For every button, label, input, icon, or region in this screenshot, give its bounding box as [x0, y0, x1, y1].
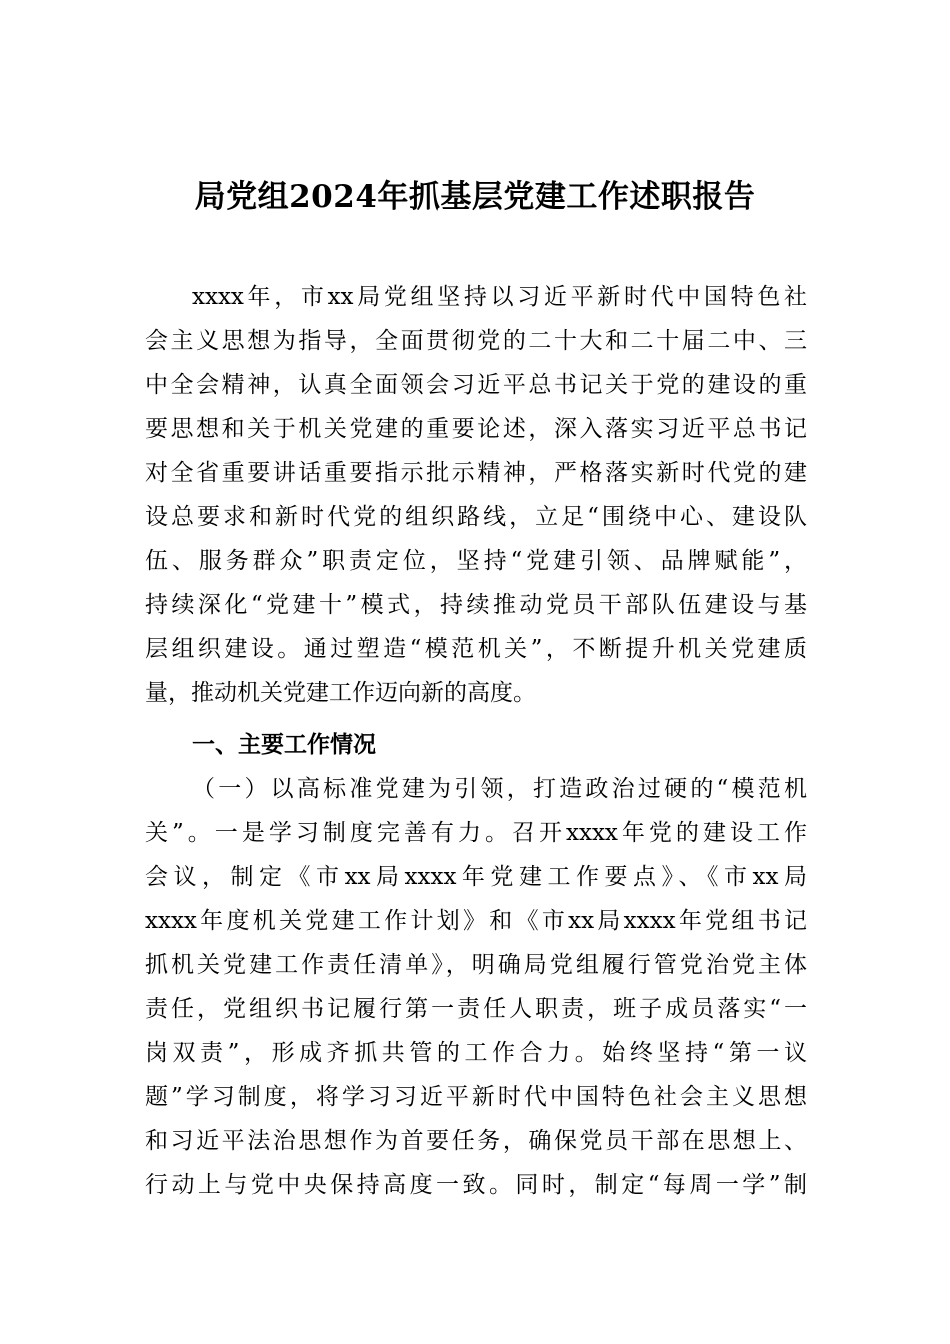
paragraph-line: 设总要求和新时代党的组织路线，立足“围绕中心、建设队 — [145, 504, 807, 530]
paragraph-line: 关”。一是学习制度完善有力。召开xxxx年党的建设工作 — [145, 820, 807, 846]
paragraph-line: 持续深化“党建十”模式，持续推动党员干部队伍建设与基 — [145, 592, 807, 618]
paragraph-line: 抓机关党建工作责任清单》，明确局党组履行管党治党主体 — [145, 952, 807, 978]
paragraph-line: 岗双责”，形成齐抓共管的工作合力。始终坚持“第一议 — [145, 1040, 807, 1066]
paragraph-line: （一）以高标准党建为引领，打造政治过硬的“模范机 — [192, 776, 807, 802]
document-title: 局党组2024年抓基层党建工作述职报告 — [194, 179, 756, 215]
paragraph-line: 会主义思想为指导，全面贯彻党的二十大和二十届二中、三 — [145, 328, 807, 354]
section-heading: 一、主要工作情况 — [192, 732, 376, 758]
paragraph-line: 和习近平法治思想作为首要任务，确保党员干部在思想上、 — [145, 1128, 807, 1154]
paragraph-line: 量，推动机关党建工作迈向新的高度。 — [145, 680, 536, 706]
paragraph-line: 对全省重要讲话重要指示批示精神，严格落实新时代党的建 — [145, 460, 807, 486]
paragraph-line: 责任，党组织书记履行第一责任人职责，班子成员落实“一 — [145, 996, 807, 1022]
paragraph-line: 题”学习制度，将学习习近平新时代中国特色社会主义思想 — [145, 1084, 807, 1110]
paragraph-line: 层组织建设。通过塑造“模范机关”，不断提升机关党建质 — [145, 636, 807, 662]
paragraph-line: 会议，制定《市xx局xxxx年党建工作要点》、《市xx局 — [145, 864, 807, 890]
paragraph-line: xxxx年，市xx局党组坚持以习近平新时代中国特色社 — [192, 284, 807, 310]
paragraph-line: 要思想和关于机关党建的重要论述，深入落实习近平总书记 — [145, 416, 807, 442]
paragraph-line: xxxx年度机关党建工作计划》和《市xx局xxxx年党组书记 — [145, 908, 807, 934]
paragraph-line: 行动上与党中央保持高度一致。同时，制定“每周一学”制 — [145, 1172, 807, 1198]
paragraph-line: 中全会精神，认真全面领会习近平总书记关于党的建设的重 — [145, 372, 807, 398]
paragraph-line: 伍、服务群众”职责定位，坚持“党建引领、品牌赋能”， — [145, 548, 807, 574]
